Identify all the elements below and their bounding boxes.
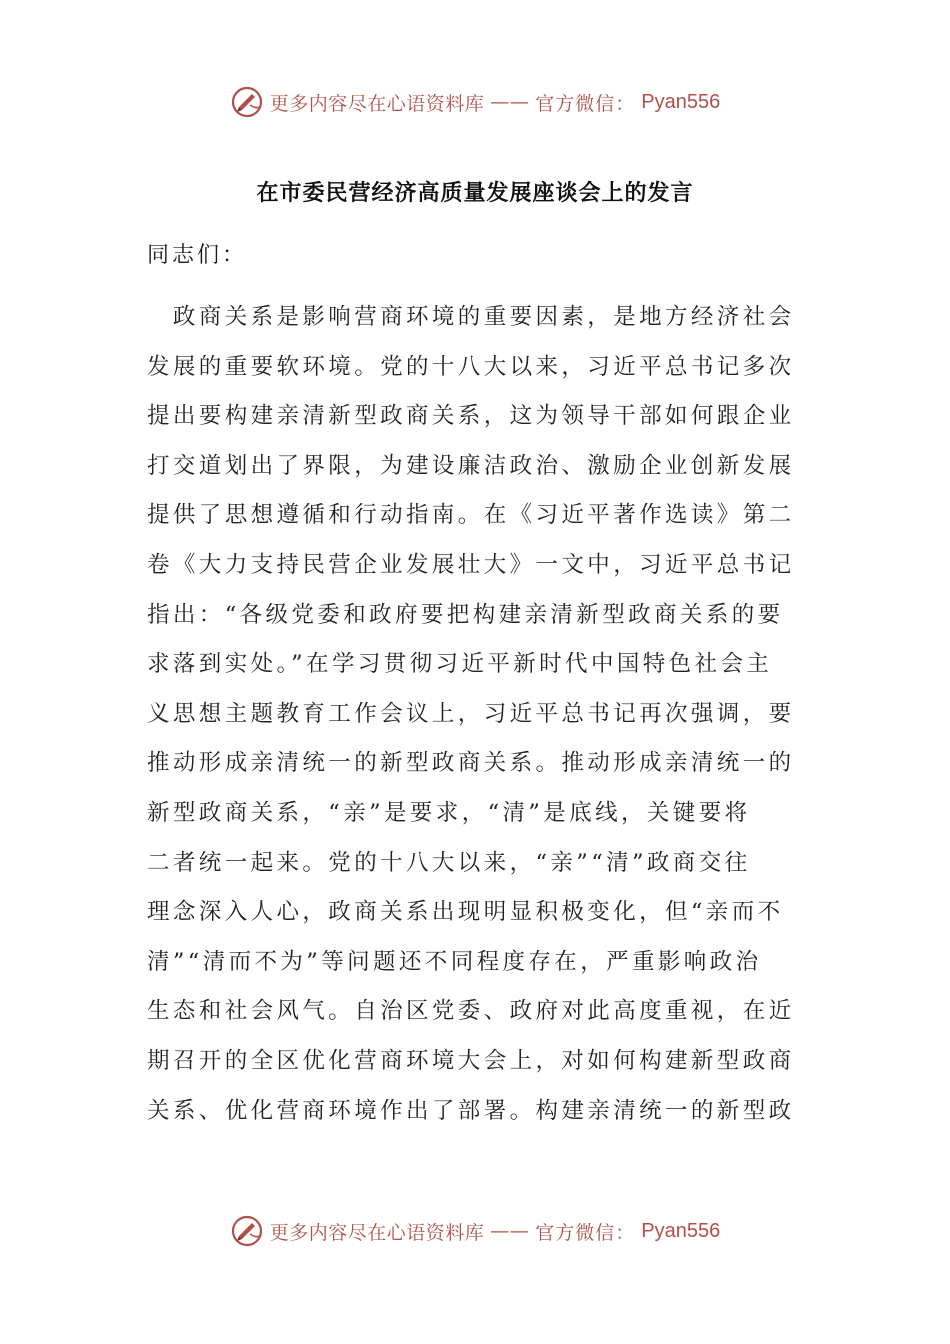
text-line: 打交道划出了界限，为建设廉洁政治、激励企业创新发展 (147, 452, 795, 479)
text-line: 清”“清而不为”等问题还不同程度存在，严重影响政治 (147, 948, 762, 975)
pen-logo-icon (230, 1214, 264, 1248)
footer-banner (0, 1211, 950, 1251)
banner-dash: —— (490, 1220, 530, 1242)
header-banner (0, 82, 950, 122)
text-line: 关系、优化营商环境作出了部署。构建亲清统一的新型政 (147, 1097, 795, 1124)
banner-tagline: 更多内容尽在心语资料库 (269, 1221, 485, 1244)
document-title: 在市委民营经济高质量发展座谈会上的发言 (256, 181, 694, 206)
text-line: 期召开的全区优化营商环境大会上，对如何构建新型政商 (147, 1047, 795, 1074)
banner-tagline: 更多内容尽在心语资料库 (269, 92, 485, 115)
salutation: 同志们： (147, 243, 248, 268)
text-line: 提出要构建亲清新型政商关系，这为领导干部如何跟企业 (147, 403, 795, 430)
text-line: 理念深入人心，政商关系出现明显积极变化，但“亲而不 (147, 899, 784, 926)
banner-wechat-id: Pyan556 (641, 1219, 721, 1242)
text-line: 政商关系是影响营商环境的重要因素，是地方经济社会 (147, 304, 795, 330)
banner-wechat-label: 官方微信： (535, 92, 636, 115)
banner-wechat-label: 官方微信： (535, 1221, 636, 1244)
banner-dash: —— (490, 91, 530, 113)
text-line: 生态和社会风气。自治区党委、政府对此高度重视，在近 (147, 998, 795, 1025)
text-line: 指出：“各级党委和政府要把构建亲清新型政商关系的要 (147, 601, 784, 628)
text-line: 卷《大力支持民营企业发展壮大》一文中，习近平总书记 (147, 551, 795, 578)
text-line: 发展的重要软环境。党的十八大以来，习近平总书记多次 (147, 353, 795, 380)
text-line: 提供了思想遵循和行动指南。在《习近平著作选读》第二 (147, 502, 795, 529)
text-line: 推动形成亲清统一的新型政商关系。推动形成亲清统一的 (147, 750, 795, 777)
text-line: 义思想主题教育工作会议上，习近平总书记再次强调，要 (147, 700, 795, 727)
text-line: 求落到实处。”在学习贯彻习近平新时代中国特色社会主 (147, 651, 773, 678)
banner-wechat-id: Pyan556 (641, 90, 721, 113)
text-line: 二者统一起来。党的十八大以来，“亲”“清”政商交往 (147, 849, 751, 876)
text-line: 新型政商关系，“亲”是要求，“清”是底线，关键要将 (147, 799, 751, 826)
body-paragraph (147, 293, 807, 1136)
pen-logo-icon (230, 85, 264, 119)
